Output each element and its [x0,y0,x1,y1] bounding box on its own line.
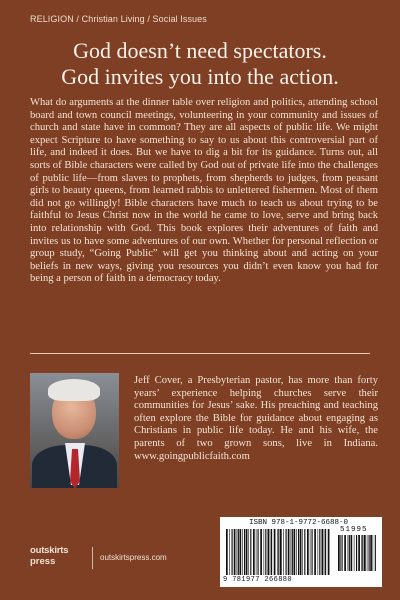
barcode-bar [238,529,239,575]
barcode-bar [265,529,266,575]
author-photo [30,373,119,488]
section-divider [30,353,370,354]
barcode-bar [324,529,325,575]
barcode-bar [312,529,313,575]
barcode-bar [277,529,278,575]
barcode-bar [314,529,316,575]
barcode-bar [310,529,311,575]
barcode-bars [226,529,330,575]
barcode-bar [260,529,262,575]
price-barcode-bars [338,535,376,571]
barcode-bar [369,535,370,571]
barcode-bar [356,535,357,571]
headline-line-2: God invites you into the action. [61,64,339,89]
barcode-bar [234,529,236,575]
barcode-bar [361,535,362,571]
headline [20,38,380,90]
barcode-bar [250,529,251,575]
barcode-bar [280,529,282,575]
barcode-bar [274,529,276,575]
barcode-bar [253,529,255,575]
barcode-bar [340,535,341,571]
barcode-bar [370,535,372,571]
barcode-bar [278,529,279,575]
barcode-bar [300,529,302,575]
barcode-bar [349,535,350,571]
barcode-bar [283,529,284,575]
headline-line-1: God doesn’t need spectators. [73,38,327,63]
barcode-bar [302,529,303,575]
barcode-bar [271,529,272,575]
barcode-bar [270,529,271,575]
barcode-bar [348,535,349,571]
isbn-barcode [220,517,382,587]
price-code: 51995 [340,526,368,534]
barcode-bar [242,529,243,575]
barcode-bar [318,529,319,575]
barcode-bar [229,529,230,575]
barcode-bar [244,529,245,575]
barcode-bar [362,535,363,571]
barcode-bar [344,535,346,571]
barcode-digits: 9 781977 266880 [223,576,293,584]
barcode-bar [288,529,290,575]
barcode-bar [351,535,353,571]
barcode-bar [264,529,265,575]
barcode-bar [256,529,257,575]
category-label: RELIGION / Christian Living / Social Issues [30,14,207,24]
barcode-bar [304,529,305,575]
barcode-bar [248,529,249,575]
publisher-logo-line-1: outskirts [30,545,69,556]
barcode-bar [319,529,320,575]
publisher-url: outskirtspress.com [100,553,167,562]
author-photo-hair [48,379,100,401]
barcode-bar [294,529,296,575]
barcode-bar [258,529,259,575]
barcode-bar [307,529,309,575]
publisher-logo [30,545,86,567]
author-bio: Jeff Cover, a Presbyterian pastor, has more than forty years’ experience helping churches serve their communities for Jesus’ sake. His preaching and teaching often explore the Bible for guidance about engaging as Christians in public life today. He and his wife, the parents of two grown sons, live in Indiana. www.goingpublicfaith.com [134,375,378,462]
barcode-bar [226,529,228,575]
logo-separator [92,547,93,569]
barcode-bar [291,529,292,575]
barcode-bar [358,535,360,571]
publisher-logo-line-2: press [30,556,56,567]
barcode-bar [375,535,376,571]
isbn-number: ISBN 978-1-9772-6688-0 [249,519,349,527]
barcode-bar [325,529,326,575]
barcode-bar [296,529,297,575]
book-description: What do arguments at the dinner table over religion and politics, attending school board and town council meetings, volunteering in your community and issues of church and state have in common? They are all aspects of public life. We might expect Scripture to have something to say to us about this controversial part of life, and indeed it does. But we have to dig a bit for its guidance. Turns out, all sorts of Bible characters were called by God out of private life into the challenges of public life—from slaves to prophets, from shepherds to judges, from peasant girls to beauty queens, from learned rabbis to unlettered fishermen. Most of them did not go willingly! Bible characters have much to teach us about trying to be faithful to Jesus Christ now in the world he came to love, serve and bring back into relationship with God. This book explores their adventures of faith and invites us to have some adventures of our own. Whether for personal reflection or group study, “Going Public” will get you thinking about and acting on your beliefs in new ways, giving you resources you didn’t even know you had for being a person of faith in a democracy today. [30,97,378,285]
barcode-bar [286,529,287,575]
barcode-bar [342,535,343,571]
barcode-bar [240,529,242,575]
barcode-bar [232,529,233,575]
barcode-bar [364,535,366,571]
barcode-bar [246,529,248,575]
barcode-bar [322,529,324,575]
barcode-bar [373,535,374,571]
barcode-bar [237,529,238,575]
barcode-bar [354,535,355,571]
barcode-bar [367,535,368,571]
barcode-bar [298,529,299,575]
barcode-bar [268,529,270,575]
barcode-bar [292,529,293,575]
barcode-bar [328,529,330,575]
barcode-bar [338,535,340,571]
